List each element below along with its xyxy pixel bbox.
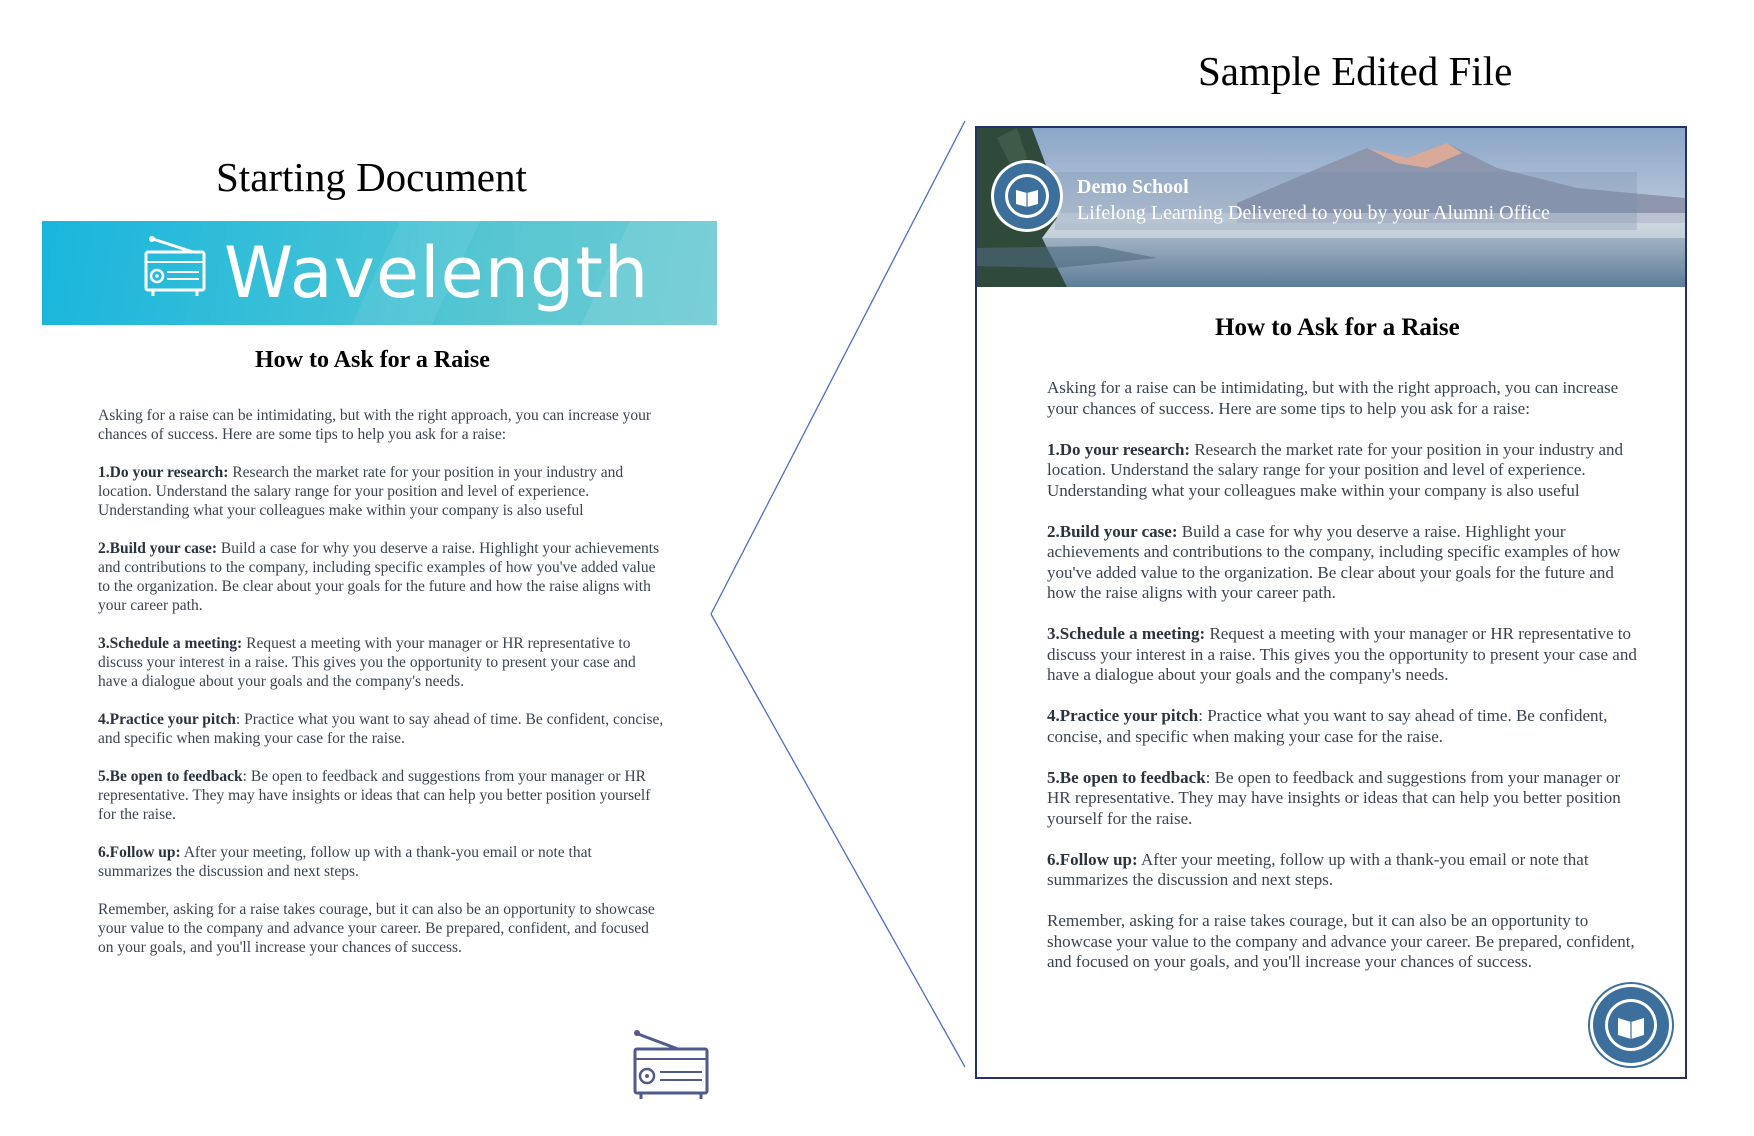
tip-paragraph bbox=[1047, 706, 1647, 747]
connector-line-top bbox=[711, 121, 965, 614]
tip-title: 1.Do your research: bbox=[1047, 439, 1191, 459]
left-document-title: How to Ask for a Raise bbox=[255, 347, 490, 373]
tip-text: : Be open to feedback and suggestions from your manager or HR representative. They may have insights or ideas that can help you better position yourself for the raise. bbox=[1047, 767, 1621, 828]
tip-text: Research the market rate for your position in your industry and location. Understand the salary range for your position and level of experience. Understanding what your colleagues make within your company is also useful bbox=[98, 464, 624, 519]
connector-lines bbox=[700, 110, 980, 1080]
tip-title: 4.Practice your pitch bbox=[1047, 706, 1199, 725]
tip-text: : Be open to feedback and suggestions from your manager or HR representative. They may have insights or ideas that can help you better position yourself for the raise. bbox=[98, 768, 651, 823]
tip-text: Research the market rate for your position in your industry and location. Understand the salary range for your position and level of experience. Understanding what your colleagues make within your company is also useful bbox=[1047, 439, 1623, 500]
tip-title: 3.Schedule a meeting: bbox=[1047, 624, 1206, 643]
school-name: Demo School bbox=[1077, 176, 1189, 198]
edited-document-page bbox=[975, 126, 1687, 1079]
right-document-body bbox=[1047, 378, 1647, 993]
tip-text: Request a meeting with your manager or HR representative to discuss your interest in a raise. This gives you the opportunity to present your case and have a dialogue about your goals and the company's needs. bbox=[1047, 624, 1637, 684]
tip-paragraph bbox=[1047, 440, 1647, 502]
tip-paragraph bbox=[98, 539, 664, 615]
tip-title: 5.Be open to feedback bbox=[98, 768, 243, 785]
tip-text: After your meeting, follow up with a thank-you email or note that summarizes the discussion and next steps. bbox=[98, 844, 592, 880]
tip-title: 3.Schedule a meeting: bbox=[98, 635, 243, 652]
conclusion-paragraph: Remember, asking for a raise takes courage, but it can also be an opportunity to showcase your value to the company and advance your career. Be prepared, confident, and focused on your goals, and you'll increase your chances of success. bbox=[1047, 911, 1635, 971]
left-document-body bbox=[98, 406, 664, 976]
tip-text: : Practice what you want to say ahead of time. Be confident, concise, and specific when making your case for the raise. bbox=[1047, 706, 1608, 746]
radio-icon bbox=[143, 235, 207, 297]
right-document-title: How to Ask for a Raise bbox=[1215, 314, 1460, 341]
connector-line-bottom bbox=[711, 614, 965, 1067]
tip-title: 6.Follow up: bbox=[1047, 849, 1138, 869]
footer-logo-icon bbox=[1587, 981, 1675, 1069]
tip-paragraph bbox=[98, 463, 664, 520]
tip-text: Build a case for why you deserve a raise. Highlight your achievements and contributions to the company, including specific examples of how you've added value to the organization. Be clear about your goals for the future and how the raise aligns with your career path. bbox=[98, 540, 660, 614]
tip-text: : Practice what you want to say ahead of time. Be confident, concise, and specific when making your case for the raise. bbox=[98, 711, 664, 747]
sample-edited-file-heading: Sample Edited File bbox=[1198, 48, 1513, 94]
tip-text: Build a case for why you deserve a raise. Highlight your achievements and contributions to the company, including specific examples of how you've added value to the organization. Be clear about your goals for the future and how the raise aligns with your career path. bbox=[1047, 521, 1621, 602]
tip-title: 2.Build your case: bbox=[1047, 521, 1178, 541]
conclusion-paragraph: Remember, asking for a raise takes courage, but it can also be an opportunity to showcase your value to the company and advance your career. Be prepared, confident, and focused on your goals, and you'll increase your chances of success. bbox=[98, 901, 655, 956]
school-logo-icon bbox=[989, 158, 1065, 234]
starting-document-heading: Starting Document bbox=[216, 154, 527, 200]
tip-title: 6.Follow up: bbox=[98, 844, 181, 861]
intro-paragraph: Asking for a raise can be intimidating, but with the right approach, you can increase your chances of success. Here are some tips to help you ask for a raise: bbox=[98, 407, 652, 443]
tip-title: 5.Be open to feedback bbox=[1047, 767, 1206, 787]
tip-title: 1.Do your research: bbox=[98, 464, 229, 481]
wavelength-banner bbox=[42, 221, 717, 325]
tip-paragraph bbox=[1047, 768, 1647, 830]
tip-paragraph bbox=[1047, 850, 1647, 891]
tip-text: Request a meeting with your manager or HR representative to discuss your interest in a raise. This gives you the opportunity to present your case and have a dialogue about your goals and the company's needs. bbox=[98, 635, 636, 690]
wavelength-wordmark: Wavelength bbox=[224, 232, 650, 314]
tip-paragraph bbox=[98, 710, 664, 748]
intro-paragraph: Asking for a raise can be intimidating, but with the right approach, you can increase your chances of success. Here are some tips to help you ask for a raise: bbox=[1047, 378, 1619, 418]
tip-paragraph bbox=[1047, 624, 1647, 686]
school-tagline: Lifelong Learning Delivered to you by your Alumni Office bbox=[1077, 202, 1550, 224]
school-banner bbox=[977, 128, 1685, 287]
footer-radio-icon bbox=[632, 1028, 710, 1100]
tip-paragraph bbox=[98, 767, 664, 824]
tip-title: 2.Build your case: bbox=[98, 540, 217, 557]
tip-paragraph bbox=[98, 843, 664, 881]
tip-paragraph bbox=[98, 634, 664, 691]
tip-paragraph bbox=[1047, 522, 1647, 604]
tip-text: After your meeting, follow up with a thank-you email or note that summarizes the discussion and next steps. bbox=[1047, 849, 1589, 889]
tip-title: 4.Practice your pitch bbox=[98, 711, 236, 728]
